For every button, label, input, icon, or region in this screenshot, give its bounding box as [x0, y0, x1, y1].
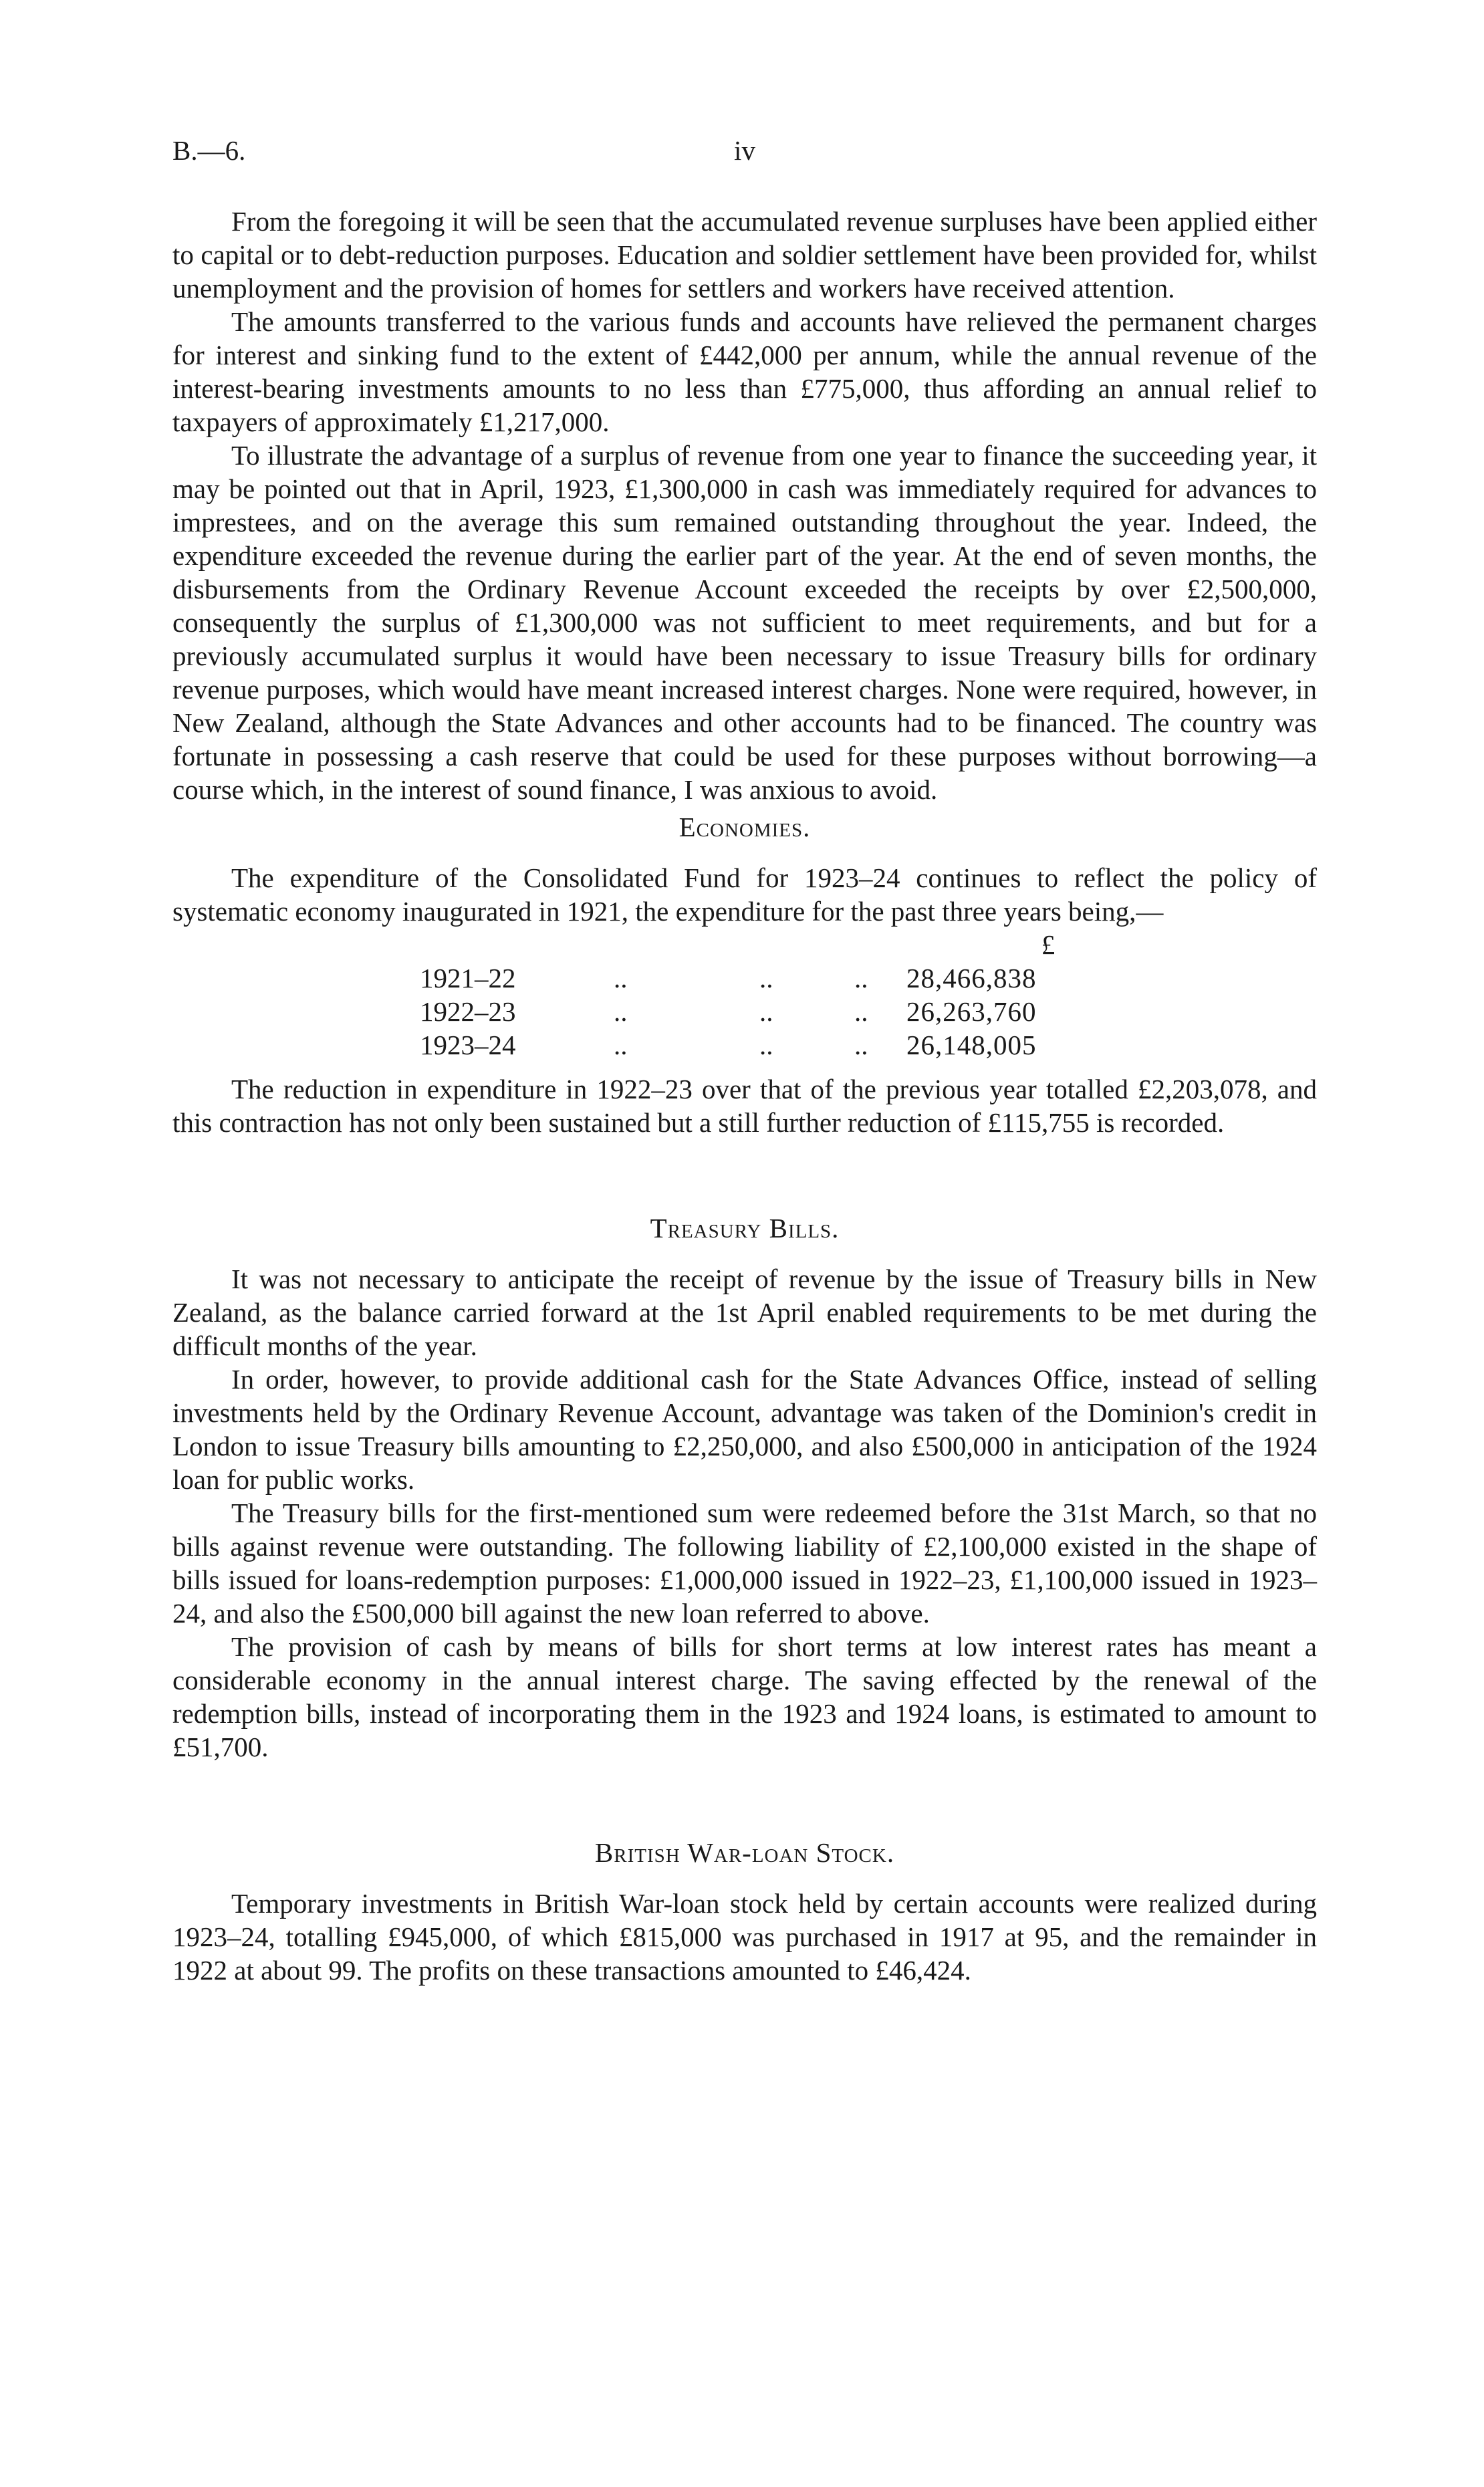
page-number: iv [734, 135, 755, 166]
page-header [172, 134, 1317, 181]
war-loan-paragraph-1: Temporary investments in British War-loan stock held by certain accounts were realized during 1923–24, totalling £945,000, of which £815,000 was purchased in 1917 at 95, and the remainder in 1922 at about 99. The profits on these transactions amounted to £46,424. [172, 1888, 1317, 1986]
row-year: 1921–22 [420, 963, 516, 993]
british-war-loan-heading: British War-loan Stock. [594, 1837, 895, 1868]
row-amount: 28,466,838 [906, 963, 1037, 993]
row-leader: .. [854, 996, 868, 1027]
row-leader: .. [614, 1030, 628, 1060]
row-leader: .. [854, 1030, 868, 1060]
row-leader: .. [614, 963, 628, 993]
currency-header: £ [1041, 929, 1056, 960]
row-leader: .. [759, 963, 773, 993]
document-reference: B.—6. [172, 135, 246, 166]
row-leader: .. [854, 963, 868, 993]
economies-intro: The expenditure of the Consolidated Fund for 1923–24 continues to reflect the policy of systematic economy inaugurated in 1921, the expenditure for the past three years being,— [172, 862, 1317, 927]
intro-paragraph-3: To illustrate the advantage of a surplus of revenue from one year to finance the succeeding year, it may be pointed out that in April, 1923, £1,300,000 in cash was immediately required for advances to imprestees, and on the average this sum remained outstanding throughout the year. Indeed, the expenditure exceeded the revenue during the earlier part of the year. At the end of seven months, the disbursements from the Ordinary Revenue Account exceeded the receipts by over £2,500,000, consequently the surplus of £1,300,000 was not sufficient to meet requirements, and but for a previously accumulated surplus it would have been necessary to issue Treasury bills for ordinary revenue purposes, which would have meant increased interest charges. None were required, however, in New Zealand, although the State Advances and other accounts had to be financed. The country was fortunate in possessing a cash reserve that could be used for these purposes without borrowing—a course which, in the interest of sound finance, I was anxious to avoid. [172, 440, 1317, 805]
row-year: 1922–23 [420, 996, 516, 1027]
expenditure-table [172, 928, 1317, 1062]
economies-conclusion: The reduction in expenditure in 1922–23 over that of the previous year totalled £2,203,078, and this contraction has not only been sustained but a still further reduction of £115,755 is recorded. [172, 1074, 1317, 1138]
table-row [172, 995, 1317, 1028]
intro-paragraph-1: From the foregoing it will be seen that the accumulated revenue surpluses have been applied either to capital or to debt-reduction purposes. Education and soldier settlement have been provided for, whilst unemployment and the provision of homes for settlers and workers have received attention. [172, 206, 1317, 304]
intro-paragraph-2: The amounts transferred to the various funds and accounts have relieved the permanent charges for interest and sinking fund to the extent of £442,000 per annum, while the annual revenue of the interest-bearing investments amounts to no less than £775,000, thus affording an annual relief to taxpayers of approximately £1,217,000. [172, 306, 1317, 437]
economies-heading: Economies. [678, 812, 811, 842]
table-row [172, 961, 1317, 995]
treasury-bills-heading: Treasury Bills. [650, 1213, 840, 1244]
row-amount: 26,148,005 [906, 1030, 1037, 1060]
document-page [172, 134, 1317, 1987]
treasury-paragraph-2: In order, however, to provide additional cash for the State Advances Office, instead of selling investments held by the Ordinary Revenue Account, advantage was taken of the Dominion's credit in London to issue Treasury bills amounting to £2,250,000, and also £500,000 in anticipation of the 1924 loan for public works. [172, 1364, 1317, 1495]
treasury-paragraph-4: The provision of cash by means of bills for short terms at low interest rates has meant a considerable economy in the annual interest charge. The saving effected by the renewal of the redemption bills, instead of incorporating them in the 1923 and 1924 loans, is estimated to amount to £51,700. [172, 1631, 1317, 1762]
row-year: 1923–24 [420, 1030, 516, 1060]
treasury-paragraph-3: The Treasury bills for the first-mentioned sum were redeemed before the 31st March, so that no bills against revenue were outstanding. The following liability of £2,100,000 existed in the shape of bills issued for loans-redemption purposes: £1,000,000 issued in 1922–23, £1,100,000 issued in 1923–24, and also the £500,000 bill against the new loan referred to above. [172, 1498, 1317, 1629]
row-leader: .. [759, 996, 773, 1027]
row-leader: .. [759, 1030, 773, 1060]
treasury-paragraph-1: It was not necessary to anticipate the receipt of revenue by the issue of Treasury bills in New Zealand, as the balance carried forward at the 1st April enabled requirements to be met during the difficult months of the year. [172, 1264, 1317, 1361]
table-row [172, 1028, 1317, 1062]
row-amount: 26,263,760 [906, 996, 1037, 1027]
row-leader: .. [614, 996, 628, 1027]
